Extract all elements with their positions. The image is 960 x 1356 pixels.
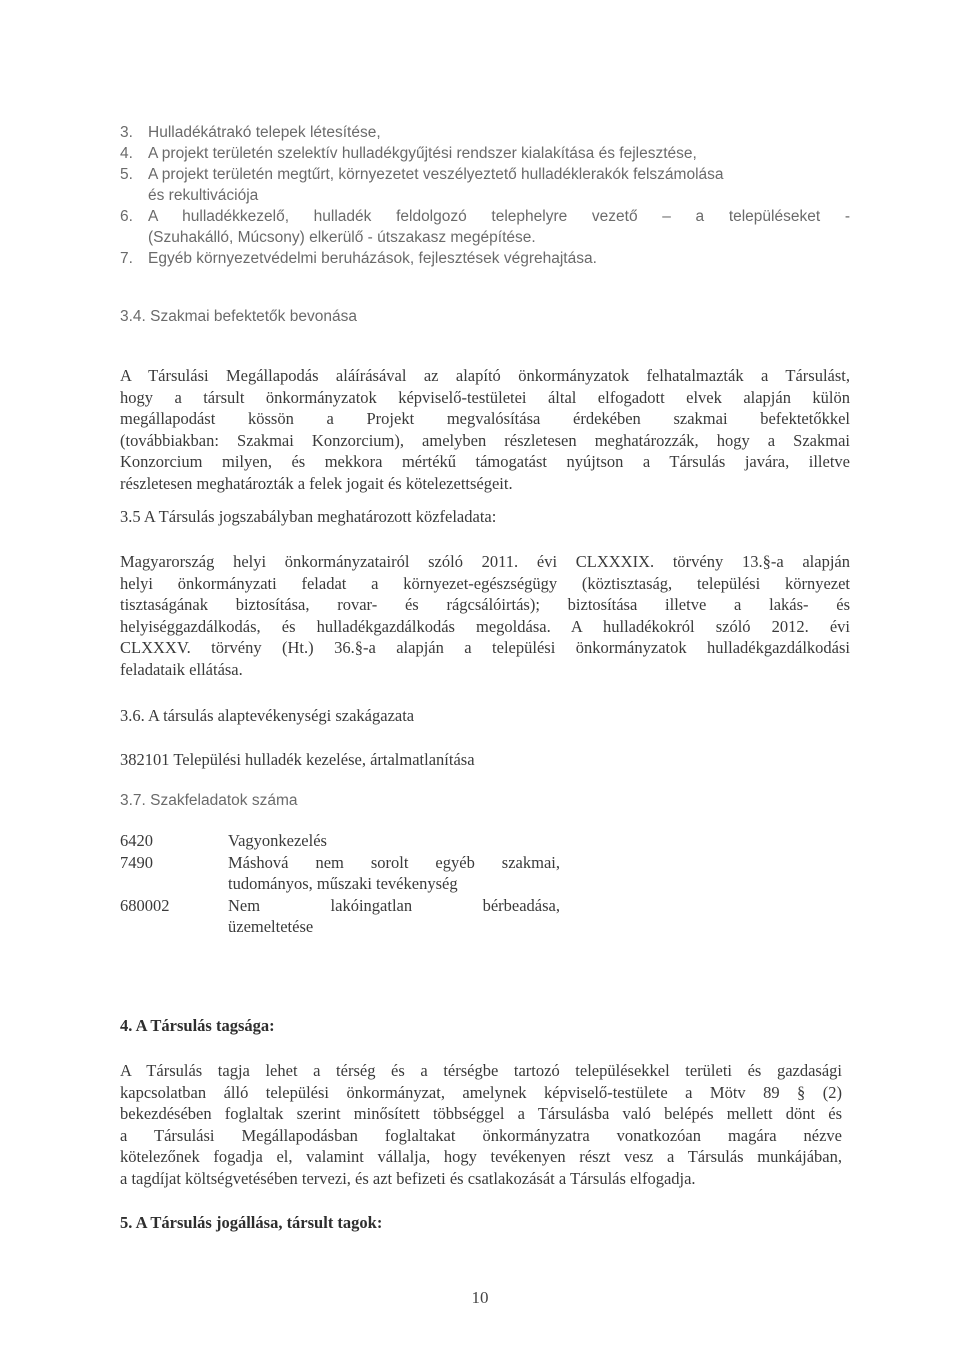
list-text: Hulladékátrakó telepek létesítése, [148,124,381,141]
section-3-4-paragraph [120,365,850,494]
section-heading-5: 5. A Társulás jogállása, társult tagok: [120,1213,383,1232]
paragraph-line: bekezdésében foglaltak szerint minősített többséggel a Társulásba való belépés mellett dönt és [120,1104,842,1123]
activity-description [228,852,560,895]
table-row [120,830,560,852]
section-heading-3-7: 3.7. Szakfeladatok száma [120,792,298,809]
description-line: Máshová nem sorolt egyéb szakmai, [228,852,560,872]
section-heading-3-5: 3.5 A Társulás jogszabályban meghatározott közfeladata: [120,507,497,526]
paragraph-line: A Társulás tagja lehet a térség és a térségbe tartozó településekkel területi és gazdasági [120,1061,842,1080]
paragraph-line: kötelezőnek fogadja el, valamint vállalja, hogy tevékenyen részt vesz a Társulás munkájában, [120,1147,842,1166]
paragraph-line: részletesen meghatározták a felek jogait és kötelezettségeit. [120,473,513,493]
list-number: 7. [120,250,133,267]
paragraph-line: (továbbiakban: Szakmai Konzorcium), amelyben részletesen meghatározzák, hogy a Szakmai [120,430,850,450]
list-continuation: és rekultivációja [148,187,259,204]
section-heading-3-4: 3.4. Szakmai befektetők bevonása [120,308,357,325]
list-text: A hulladékkezelő, hulladék feldolgozó telephelyre vezető – a településeket - [148,208,850,225]
section-heading-4: 4. A Társulás tagsága: [120,1016,275,1035]
description-line: Nem lakóingatlan bérbeadása, [228,895,560,915]
paragraph-line: CLXXXV. törvény (Ht.) 36.§-a alapján a települési önkormányzatok hulladékgazdálkodási [120,638,850,657]
table-row [120,852,560,895]
activity-code: 680002 [120,895,170,915]
paragraph-line: a tagdíjat költségvetésében tervezi, és azt befizeti és csatlakozását a Társulás elfogadja. [120,1168,696,1188]
list-text: A projekt területén szelektív hulladékgyűjtési rendszer kialakítása és fejlesztése, [148,145,697,162]
section-heading-3-6: 3.6. A társulás alaptevékenységi szakágazata [120,706,415,725]
list-item [120,206,850,227]
list-text: Egyéb környezetvédelmi beruházások, fejlesztések végrehajtása. [148,250,597,267]
paragraph-line: Konzorcium milyen, és mekkora mértékű támogatást nyújtson a Társulás javára, illetve [120,452,850,471]
paragraph-line: tisztaságának biztosítása, rovar- és rágcsálóirtás); biztosítása illetve a lakás- és [120,595,850,614]
list-item [120,143,850,164]
paragraph-line: megállapodást kössön a Projekt megvalósítása érdekében szakmai befektetőkkel [120,409,850,428]
list-item [120,248,850,269]
list-item [120,164,850,185]
activity-code: 6420 [120,831,153,850]
activity-code-table [120,830,560,938]
list-number: 6. [120,208,133,225]
page-number: 10 [471,1288,489,1307]
numbered-list [120,122,850,269]
list-continuation: (Szuhakálló, Múcsony) elkerülő - útszakasz megépítése. [148,229,536,246]
activity-code: 7490 [120,852,153,872]
paragraph-line: a Társulási Megállapodásban foglaltakat önkormányzatra vonatkozóan magára nézve [120,1125,842,1145]
table-row [120,895,560,938]
paragraph-line: helyiséggazdálkodás, és hulladékgazdálkodás megoldása. A hulladékokról szóló 2012. évi [120,616,850,636]
section-3-5-paragraph [120,551,850,680]
list-number: 4. [120,145,133,162]
paragraph-line: hogy a társult önkormányzatok képviselő-testületei által elfogadott elvek alapján külön [120,387,850,407]
paragraph-line: Magyarország helyi önkormányzatairól szóló 2011. évi CLXXXIX. törvény 13.§-a alapján [120,552,850,571]
list-item [120,122,850,143]
list-text: A projekt területén megtűrt, környezetet veszélyeztető hulladéklerakók felszámolása [148,166,724,183]
description-line: Vagyonkezelés [228,831,327,850]
section-4-paragraph [120,1060,842,1189]
list-number: 3. [120,124,133,141]
paragraph-line: helyi önkormányzati feladat a környezet-egészségügy (köztisztaság, települési környezet [120,573,850,593]
paragraph-line: A Társulási Megállapodás aláírásával az alapító önkormányzatok felhatalmazták a Társulást, [120,366,850,385]
paragraph-line: kapcsolatban álló települési önkormányzat, amelynek képviselő-testülete a Mötv 89 § (2) [120,1082,842,1102]
paragraph-line: feladataik ellátása. [120,659,243,679]
description-line: üzemeltetése [228,917,314,936]
activity-description [228,895,560,938]
section-3-6-text: 382101 Települési hulladék kezelése, ártalmatlanítása [120,750,475,769]
description-line: tudományos, műszaki tevékenység [228,874,458,893]
activity-description [228,830,560,852]
list-number: 5. [120,166,133,183]
